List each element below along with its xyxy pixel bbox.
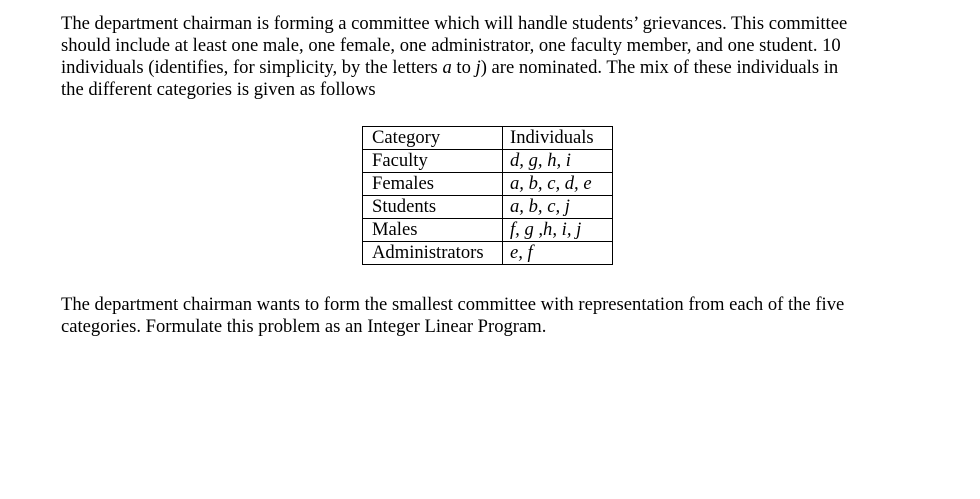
row-individuals: a, b, c, j — [503, 196, 613, 219]
question-line-1: The department chairman wants to form the smallest committee with representation from each of the five — [61, 294, 845, 315]
row-category: Administrators — [363, 242, 503, 265]
problem-question — [61, 294, 931, 338]
table-header-row — [363, 127, 613, 150]
intro-line-2: should include at least one male, one female, one administrator, one faculty member, and one student. 10 — [61, 35, 841, 56]
intro-line-3-rest: ) are nominated. The mix of these individuals in — [480, 57, 839, 78]
row-individuals: f, g ,h, i, j — [503, 219, 613, 242]
row-category: Faculty — [363, 150, 503, 173]
table-row — [363, 150, 613, 173]
header-individuals: Individuals — [503, 127, 613, 150]
row-individuals: d, g, h, i — [503, 150, 613, 173]
category-table — [362, 126, 613, 265]
intro-line-1: The department chairman is forming a committee which will handle students’ grievances. This committee — [61, 13, 848, 34]
intro-line-4: the different categories is given as follows — [61, 79, 376, 100]
letter-j: j — [475, 57, 481, 78]
table-row — [363, 219, 613, 242]
row-individuals: a, b, c, d, e — [503, 173, 613, 196]
intro-line-3-start: individuals (identifies, for simplicity, by the letters — [61, 57, 443, 78]
row-category: Males — [363, 219, 503, 242]
table-row — [363, 173, 613, 196]
letter-a: a — [442, 57, 452, 78]
row-individuals: e, f — [503, 242, 613, 265]
table-row — [363, 196, 613, 219]
intro-line-3 — [61, 57, 931, 79]
row-category: Students — [363, 196, 503, 219]
header-category: Category — [363, 127, 503, 150]
table-row — [363, 242, 613, 265]
row-category: Females — [363, 173, 503, 196]
problem-intro — [61, 13, 931, 101]
question-line-2: categories. Formulate this problem as an Integer Linear Program. — [61, 316, 547, 337]
intro-line-3-to: to — [451, 57, 476, 78]
